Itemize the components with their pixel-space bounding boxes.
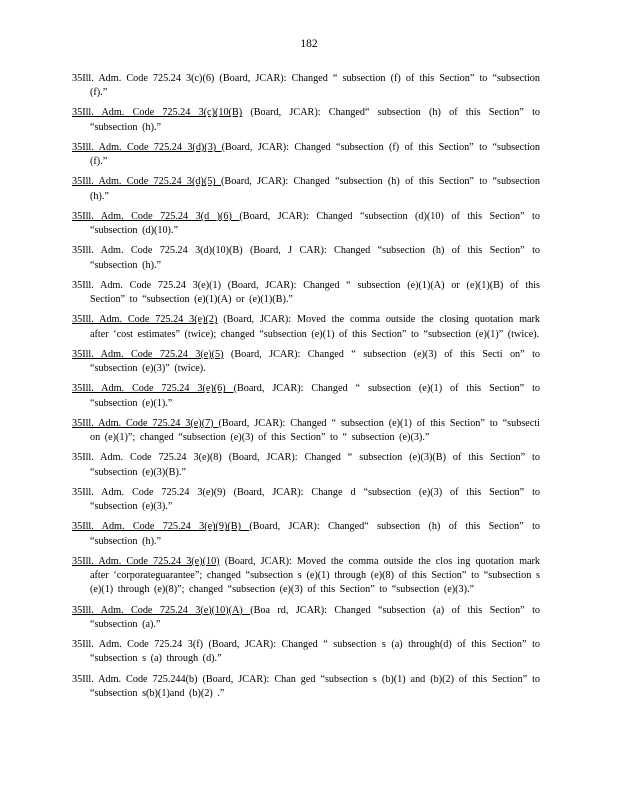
change-description: (Board, JCAR): Chan ged “subsection s (b)(1) and (b)(2) of this Section” to “subsection s(b)(1)and (b)(2) .” [90,673,540,699]
rule-citation: 35Ill. Adm. Code 725.24 3(d )(6) [72,210,240,222]
change-description: (Board, JCAR): Changed “ subsection (e)(3)(B) of this Section” to “subsection (e)(3)(B).” [90,452,540,478]
change-description: (Board, J CAR): Changed “subsection (h) of this Section” to “subsection (h).” [90,245,540,271]
errata-entry [72,520,540,549]
change-description: (Board, JCAR): Moved the comma outside the clos ing quotation mark after ‘corporateguarantee”; changed “subsection s (e)(1) through (e)(8) of this Section” to “subsection s (e)(1) through (e)(8)”; changed “subsection (e)(3) of this Section” to “subsection (e)(3).” [90,555,541,596]
rule-citation: 35Ill. Adm. Code 725.24 3(e)(5) [72,348,224,360]
rule-citation: 35Ill. Adm. Code 725.244(b) [72,673,198,685]
rule-citation: 35Ill. Adm. Code 725.24 3(e)(9)(B) [72,521,250,533]
errata-entry [72,451,540,480]
errata-entry [72,348,540,377]
change-description: (Board, JCAR): Change d “subsection (e)(3) of this Section” to “subsection (e)(3).” [90,486,541,513]
errata-entry [72,486,540,515]
errata-entry [72,175,540,204]
change-description: (Board, JCAR): Changed “ subsection (f) of this Section” to “subsection (f).” [90,73,540,99]
errata-entry [72,72,540,101]
change-description: (Board, JCAR): Moved the comma outside the closing quotation mark after ‘cost estimates” (twice); changed “subsection (e)(1) of this Section” to “subsection (e)(1)” (twice). [90,314,541,340]
rule-citation: 35Ill. Adm. Code 725.24 3(e)(7) [72,417,219,429]
change-description: (Boa rd, JCAR): Changed “subsection (a) of this Section” to “subsection (a).” [90,604,541,630]
rule-citation: 35Ill. Adm. Code 725.24 3(e)(1) [72,279,221,291]
change-description: (Board, JCAR): Changed “subsection (h) of this Section” to “subsection (h).” [90,176,540,202]
errata-entry [72,604,540,633]
change-description: (Board, JCAR): Changed“ subsection (h) of this Section” to “subsection (h).” [90,521,540,547]
errata-entry [72,382,540,411]
change-description: (Board, JCAR): Changed “ subsection (e)(1) of this Section” to “subsecti on (e)(1)”; changed “subsection (e)(3) of this Section” to “ subsection (e)(3).” [90,417,540,444]
errata-entry [72,106,540,135]
change-description: (Board, JCAR): Changed “ subsection (e)(1)(A) or (e)(1)(B) of this Section” to “subsection (e)(1)(A) or (e)(1)(B).” [90,279,541,306]
rule-citation: 35Ill. Adm. Code 725.24 3(c)(6) [72,73,215,84]
errata-entry [72,313,540,342]
rule-citation: 35Ill. Adm. Code 725.24 3(d)(5) [72,176,221,188]
rule-citation: 35Ill. Adm. Code 725.24 3(d)(10)(B) [72,245,243,257]
page-number: 182 [300,38,318,50]
errata-entry [72,417,540,446]
errata-entry [72,279,540,308]
errata-entry [72,244,540,273]
errata-entry [72,673,540,702]
rule-citation: 35Ill. Adm. Code 725.24 3(d)(3) [72,141,222,153]
change-description: (Board, JCAR): Changed “ subsection (e)(3) of this Secti on” to “subsection (e)(3)” (twice). [90,348,540,375]
rule-citation: 35Ill. Adm. Code 725.24 3(e)(9) [72,486,226,498]
rule-citation: 35Ill. Adm. Code 725.24 3(e)(10) [72,555,220,567]
errata-entry [72,638,540,667]
rule-citation: 35Ill. Adm. Code 725.24 3(e)(6) [72,383,234,395]
change-description: (Board, JCAR): Changed “subsection (f) of this Section” to “subsection (f).” [90,141,540,168]
errata-entry [72,141,540,170]
rule-citation: 35Ill. Adm. Code 725.24 3(c)(10(B) [72,107,243,119]
change-description: (Board, JCAR): Changed “ subsection (e)(1) of this Section” to “subsection (e)(1).” [90,383,541,409]
change-description: (Board, JCAR): Changed “subsection (d)(10) of this Section” to “subsection (d)(10).” [90,210,540,237]
rule-citation: 35Ill. Adm. Code 725.24 3(e)(2) [72,314,218,326]
rule-citation: 35Ill. Adm. Code 725.24 3(f) [72,639,204,651]
rule-citation: 35Ill. Adm. Code 725.24 3(e)(8) [72,452,222,464]
rule-citation: 35Ill. Adm. Code 725.24 3(e)(10)(A) [72,604,251,616]
change-description: (Board, JCAR): Changed “ subsection s (a) through(d) of this Section” to “subsection s (a) through (d).” [90,639,540,665]
errata-list [72,72,540,707]
errata-entry [72,555,540,598]
errata-entry [72,210,540,239]
change-description: (Board, JCAR): Changed“ subsection (h) of this Section” to “subsection (h).” [90,107,540,133]
